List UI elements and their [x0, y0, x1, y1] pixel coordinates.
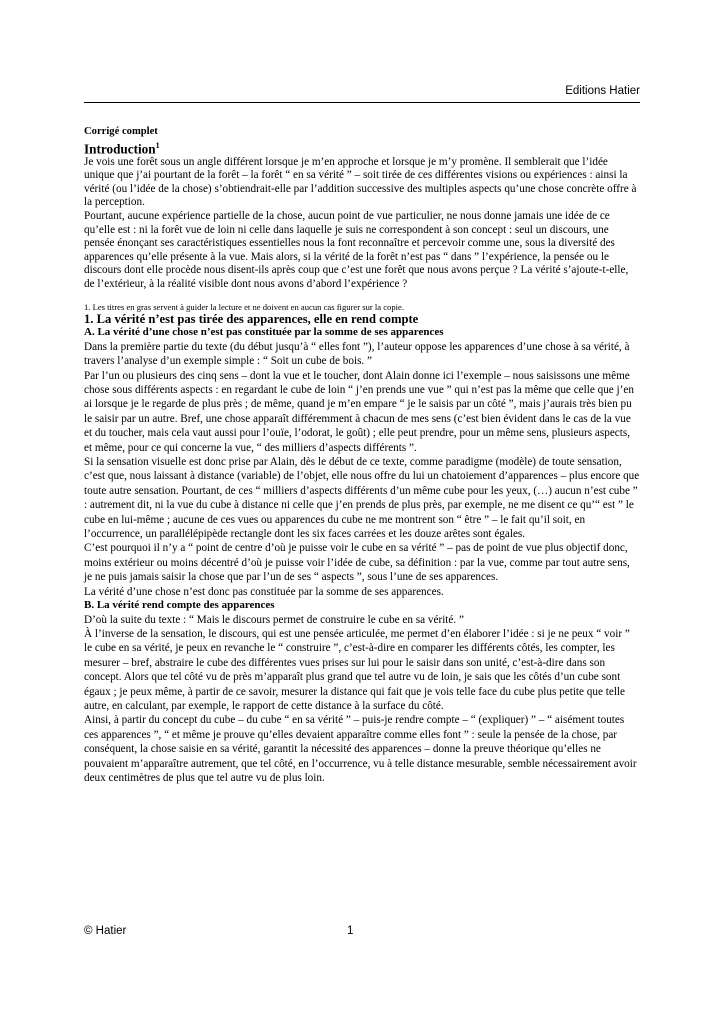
intro-paragraph: Pourtant, aucune expérience partielle de la chose, aucun point de vue particulier, ne nous donne jamais une idée de ce qu’elle est : ni la forêt vue de loin ni celle dans laquelle je suis ne correspondent à son concept : seul un discours, une pensée énonçant ses caractéristiques essentielles nous la font reconnaître et percevoir comme une, sous la diversité des apparences qu’elle présente à la vue. Mais alors, si la vérité de la forêt n’est pas “ dans ” l’expérience, la pensée ou le discours dont elle procède nous disent-ils après coup que c’est une forêt que nous avons perçue ? La vérité s’ajoute-t-elle, de l’extérieur, à la réalité visible dont nous avons d’abord l’expérience ?	[84, 209, 629, 290]
section-1-heading: 1. La vérité n’est pas tirée des apparences, elle en rend compte	[84, 311, 419, 326]
section-a-body	[84, 340, 640, 599]
section-b-body	[84, 613, 640, 786]
footnote: 1. Les titres en gras servent à guider la lecture et ne doivent en aucun cas figurer sur la copie.	[84, 301, 404, 312]
intro-section	[84, 156, 640, 292]
section-a-paragraph: La vérité d’une chose n’est donc pas constituée par la somme de ses apparences.	[84, 585, 444, 598]
section-b-heading: B. La vérité rend compte des apparences	[84, 599, 275, 612]
page-number: 1	[347, 925, 354, 937]
intro-paragraph: Je vois une forêt sous un angle différent lorsque je m’en approche et lorsque je m’y promène. Il semblerait que l’idée unique que j’ai pourtant de la forêt – la forêt “ en sa vérité ” – soit tirée de ces différentes visions ou expériences : ainsi la vérité (ou l’idée de la chose) s’obtiendrait-elle par l’addition successive des multiples aspects qu’une chose concrète offre à la perception.	[84, 155, 637, 209]
footnote-mark: 1	[155, 140, 160, 150]
section-a-paragraph: C’est pourquoi il n’y a “ point de centre d’où je puisse voir le cube en sa vérité ” – pas de point de vue plus objectif donc, moins extérieur ou moins décentré d’où je puisse voir l’idée de cube, sa définition : par la vue, comme par tout autre sens, je ne puis jamais saisir la chose que par l’un de ses “ aspects ”, sous l’une de ses apparences.	[84, 542, 630, 584]
intro-heading	[84, 139, 640, 156]
copyright-notice: © Hatier	[84, 925, 127, 937]
page-footer	[84, 925, 640, 941]
document-body	[84, 125, 640, 785]
section-b-paragraph: D’où la suite du texte : “ Mais le discours permet de construire le cube en sa vérité. ”	[84, 613, 464, 626]
section-a-heading: A. La vérité d’une chose n’est pas constituée par la somme de ses apparences	[84, 326, 444, 339]
intro-title: Introduction	[84, 140, 156, 156]
section-a-paragraph: Dans la première partie du texte (du début jusqu’à “ elles font ”), l’auteur oppose les apparences d’une chose à sa vérité, à travers l’analyse d’un exemple simple : “ Soit un cube de bois. ”	[84, 340, 630, 368]
section-a-paragraph: Si la sensation visuelle est donc prise par Alain, dès le début de ce texte, comme paradigme (modèle) de toute sensation, c’est que, nous laissant à distance (variable) de l’objet, elle nous offre du lui un chatoiement d’apparences – plus encore que toute autre sensation. Pourtant, de ces “ milliers d’aspects différents d’un même cube pour les yeux, (…) aucun n’est cube ” : autrement dit, ni la vue du cube à distance ni celle que j’en prends de plus près, par exemple, ne me disent ce qu’“ est ” le cube en lui-même ; aucune de ces vues ou apparences du cube ne me montrent son “ être ” – le fait qu’il soit, en l’occurrence, un parallélépipède rectangle dont les six faces carrées et les douze arêtes sont égales.	[84, 455, 640, 540]
section-a-paragraph: Par l’un ou plusieurs des cinq sens – dont la vue et le toucher, dont Alain donne ici l’exemple – nous saisissons une même chose sous différents aspects : en regardant le cube de loin “ j’en prends une vue ” qui n’est pas la même que celle que j’en ai lorsque je le regarde de plus près ; de même, quand je m’en empare “ je le saisis par un côté ”, mais j’aurais très bien pu le saisir par un autre. Bref, une chose apparaît différemment à chacun de mes sens (c’est bien évident dans le cas de la vue et du toucher, mais cela vaut aussi pour l’ouïe, l’odorat, le goût) ; elle peut prendre, pour un même sens, plusieurs aspects, et même, pour ce qui concerne la vue, “ des milliers d’aspects différents ”.	[84, 369, 634, 454]
section-b-paragraph: Ainsi, à partir du concept du cube – du cube “ en sa vérité ” – puis-je rendre compte – “ (expliquer) ” – “ aisément toutes ces apparences ”, “ et même je prouve qu’elles devaient apparaître comme elles font ” : seule la pensée de la chose, par conséquent, la chose saisie en sa vérité, garantit la nécessité des apparences – donne la preuve théorique qu’elles ne pouvaient m’apparaître autrement, que tel côté, en l’occurrence, vu à telle distance mesurable, semble nécessairement avoir deux centimètres de plus que tel autre vu de plus loin.	[84, 714, 637, 785]
section-b-paragraph: À l’inverse de la sensation, le discours, qui est une pensée articulée, me permet d’en élaborer l’idée : si je ne peux “ voir ” le cube en sa vérité, je peux en revanche le “ construire ”, c’est-à-dire en comparer les différents côtés, les compter, les mesurer – bref, abstraire le cube des différentes vues prises sur lui pour le saisir dans son unité, c’est-à-dire dans son concept. Alors que tel côté vu de près m’apparaît plus grand que tel autre vu de loin, je sais que les côtés d’un cube sont égaux ; je peux même, à partir de ce savoir, mesurer la distance qui fait que je vois telle face du cube plus petite que telle autre, en calculant, par exemple, le rapport de cette distance à la surface du côté.	[84, 628, 630, 713]
page-header	[84, 84, 640, 103]
publisher-name: Editions Hatier	[565, 85, 640, 97]
document-eyebrow: Corrigé complet	[84, 126, 158, 137]
